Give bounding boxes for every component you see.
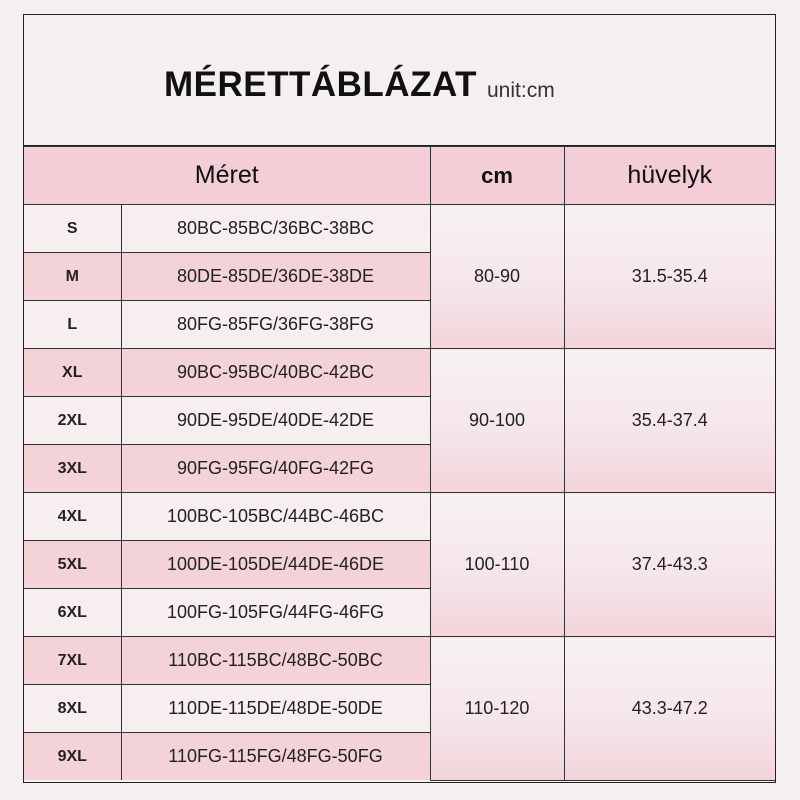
table-row [24, 637, 775, 685]
band-size-cell: 110BC-115BC/48BC-50BC [121, 637, 430, 685]
size-cell: L [24, 301, 121, 349]
table-header-row [24, 147, 775, 205]
band-size-cell: 90DE-95DE/40DE-42DE [121, 397, 430, 445]
band-size-cell: 100BC-105BC/44BC-46BC [121, 493, 430, 541]
header-size: Méret [24, 147, 430, 205]
band-size-cell: 100FG-105FG/44FG-46FG [121, 589, 430, 637]
cm-range-cell: 100-110 [430, 493, 564, 637]
inch-range-cell: 35.4-37.4 [564, 349, 775, 493]
cm-range-cell: 110-120 [430, 637, 564, 781]
size-cell: 7XL [24, 637, 121, 685]
header-inch: hüvelyk [564, 147, 775, 205]
page-title: MÉRETTÁBLÁZAT [164, 65, 478, 104]
inch-range-cell: 43.3-47.2 [564, 637, 775, 781]
band-size-cell: 80FG-85FG/36FG-38FG [121, 301, 430, 349]
size-cell: 3XL [24, 445, 121, 493]
size-cell: M [24, 253, 121, 301]
title-row [24, 15, 775, 146]
cm-range-cell: 80-90 [430, 205, 564, 349]
header-cm: cm [430, 147, 564, 205]
size-cell: 4XL [24, 493, 121, 541]
band-size-cell: 100DE-105DE/44DE-46DE [121, 541, 430, 589]
band-size-cell: 90BC-95BC/40BC-42BC [121, 349, 430, 397]
unit-label: unit:cm [487, 79, 555, 102]
band-size-cell: 110DE-115DE/48DE-50DE [121, 685, 430, 733]
inch-range-cell: 31.5-35.4 [564, 205, 775, 349]
table-row [24, 205, 775, 253]
size-cell: 6XL [24, 589, 121, 637]
cm-range-cell: 90-100 [430, 349, 564, 493]
size-cell: 5XL [24, 541, 121, 589]
table-row [24, 493, 775, 541]
band-size-cell: 80BC-85BC/36BC-38BC [121, 205, 430, 253]
inch-range-cell: 37.4-43.3 [564, 493, 775, 637]
size-cell: XL [24, 349, 121, 397]
size-chart [23, 14, 776, 783]
size-cell: 2XL [24, 397, 121, 445]
size-cell: 9XL [24, 733, 121, 781]
table-body [24, 205, 775, 781]
table-row [24, 349, 775, 397]
size-cell: S [24, 205, 121, 253]
band-size-cell: 80DE-85DE/36DE-38DE [121, 253, 430, 301]
band-size-cell: 90FG-95FG/40FG-42FG [121, 445, 430, 493]
size-cell: 8XL [24, 685, 121, 733]
band-size-cell: 110FG-115FG/48FG-50FG [121, 733, 430, 781]
size-table [24, 146, 775, 781]
